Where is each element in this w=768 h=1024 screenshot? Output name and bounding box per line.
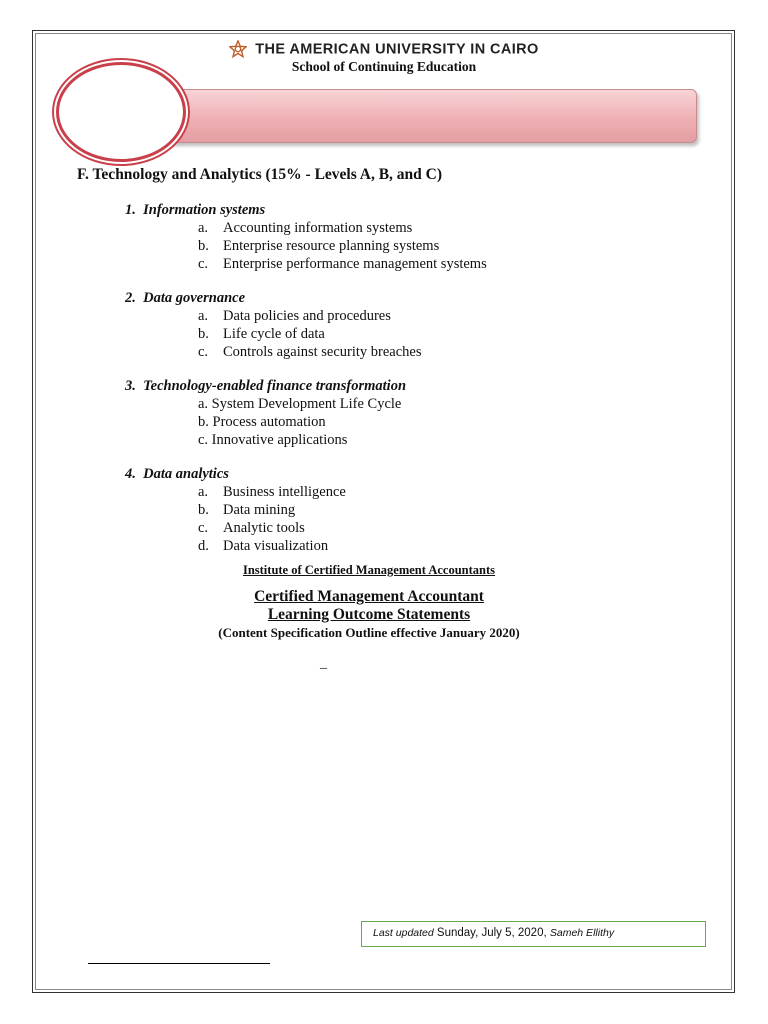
- updated-date: Sunday, July 5, 2020,: [436, 927, 547, 939]
- topic-title: 3. Technology-enabled finance transformation: [125, 378, 407, 394]
- topic-title: 1. Information systems: [125, 202, 266, 218]
- list-item: a. Data policies and procedures: [198, 308, 391, 324]
- footnote-separator: [88, 963, 270, 964]
- updated-author: Sameh Ellithy: [549, 927, 615, 939]
- university-header: [0, 40, 768, 58]
- list-item: b. Life cycle of data: [198, 326, 325, 342]
- topic-title: 2. Data governance: [125, 290, 246, 306]
- list-item: c. Analytic tools: [198, 520, 305, 536]
- list-item: d. Data visualization: [198, 538, 329, 554]
- list-item: b. Process automation: [198, 414, 326, 430]
- cert-title: Certified Management Accountant: [254, 588, 484, 605]
- updated-label: Last updated: [373, 927, 434, 939]
- last-updated-box: [361, 921, 706, 947]
- list-item: c. Controls against security breaches: [198, 344, 422, 360]
- list-item: b. Data mining: [198, 502, 296, 518]
- list-item: c. Innovative applications: [198, 432, 348, 448]
- spec-note: (Content Specification Outline effective January 2020): [218, 625, 520, 640]
- school-name: School of Continuing Education: [291, 59, 477, 74]
- list-item: a. Business intelligence: [198, 484, 346, 500]
- list-item: a. Accounting information systems: [198, 220, 413, 236]
- auc-logo-icon: [229, 40, 247, 58]
- cert-subtitle: Learning Outcome Statements: [267, 606, 471, 623]
- institute-name: Institute of Certified Management Accountants: [242, 563, 496, 577]
- university-name: THE AMERICAN UNIVERSITY IN CAIRO: [255, 41, 539, 58]
- header-banner: [120, 89, 697, 143]
- section-title: F. Technology and Analytics (15% - Levels A, B, and C): [77, 166, 443, 183]
- header-circle: [56, 62, 186, 162]
- topic-title: 4. Data analytics: [125, 466, 229, 482]
- dash-mark: _: [320, 656, 327, 671]
- list-item: c. Enterprise performance management systems: [198, 256, 487, 272]
- list-item: b. Enterprise resource planning systems: [198, 238, 440, 254]
- list-item: a. System Development Life Cycle: [198, 396, 402, 412]
